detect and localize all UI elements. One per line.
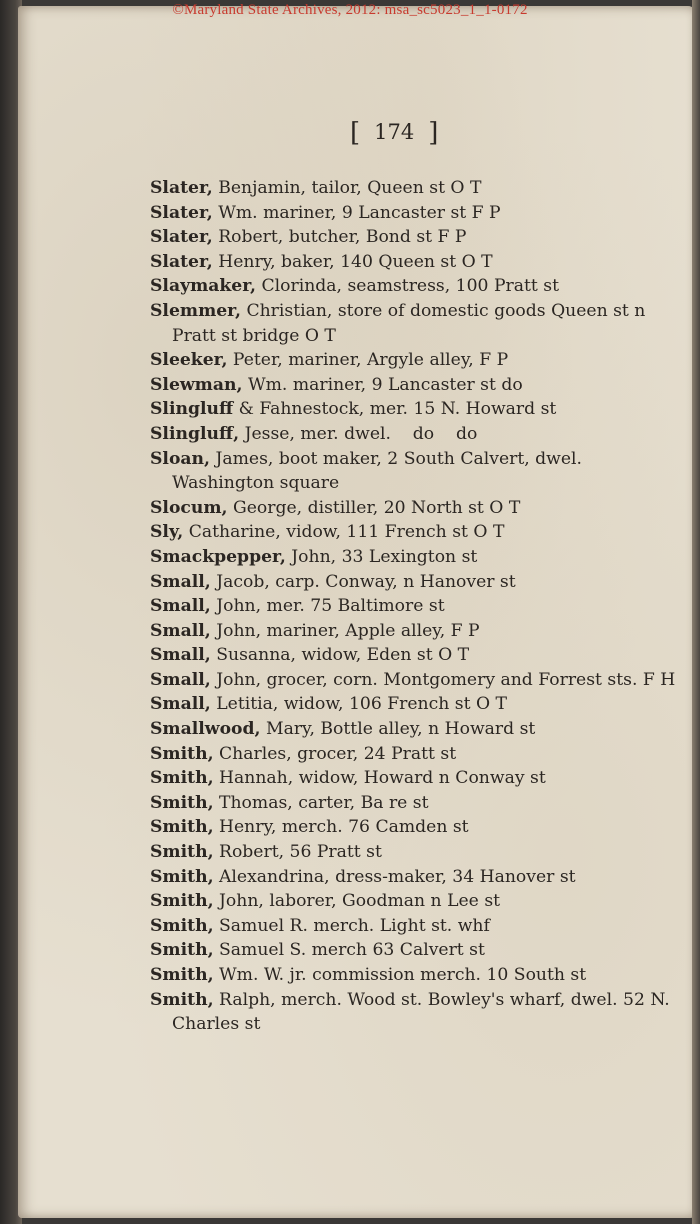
entry-detail: Wm. W. jr. commission merch. 10 South st: [219, 965, 587, 985]
entry-surname: Sloan,: [150, 448, 211, 469]
directory-entry: [150, 643, 685, 668]
entry-surname: Small,: [150, 669, 211, 690]
directory-entry: [150, 274, 685, 299]
directory-entry: [150, 865, 685, 890]
entry-detail: Alexandrina, dress-maker, 34 Hanover st: [219, 866, 576, 887]
directory-entry: [150, 225, 685, 250]
entry-surname: Smith,: [150, 891, 214, 912]
entry-detail: John, laborer, Goodman n Lee st: [219, 891, 501, 912]
directory-entry: [150, 963, 685, 988]
directory-entry: [150, 594, 685, 619]
entry-detail: John, mer. 75 Baltimore st: [216, 596, 445, 617]
entry-detail: Peter, mariner, Argyle alley, F P: [232, 350, 509, 371]
entry-surname: Small,: [150, 596, 211, 617]
entry-detail: Hannah, widow, Howard n Conway st: [219, 768, 546, 789]
directory-entry: [150, 496, 685, 521]
directory-entry: [150, 422, 685, 447]
entry-surname: Smith,: [150, 842, 214, 863]
directory-entry: [150, 299, 685, 348]
entry-detail: Clorinda, seamstress, 100 Pratt st: [261, 276, 559, 297]
entry-surname: Smallwood,: [150, 719, 261, 740]
entry-detail: Jesse, mer. dwel. do do: [244, 423, 478, 444]
entry-detail: Ralph, merch. Wood st. Bowley's wharf, dwel. 52 N. Charles st: [172, 989, 670, 1035]
entry-detail: Robert, butcher, Bond st F P: [218, 227, 467, 248]
entry-detail: Mary, Bottle alley, n Howard st: [266, 719, 536, 740]
page-edge-shadow: [692, 0, 700, 1224]
entry-surname: Small,: [150, 694, 211, 715]
directory-entry: [150, 570, 685, 595]
directory-entry: [150, 250, 685, 275]
directory-entry: [150, 373, 685, 398]
page-number: 174: [374, 120, 415, 144]
entry-surname: Smith,: [150, 940, 214, 961]
directory-entry: [150, 889, 685, 914]
directory-entry: [150, 938, 685, 963]
directory-entry: [150, 201, 685, 226]
entry-surname: Slater,: [150, 202, 213, 223]
directory-entry: [150, 176, 685, 201]
entry-detail: Henry, baker, 140 Queen st O T: [218, 251, 493, 272]
entry-detail: Charles, grocer, 24 Pratt st: [219, 743, 457, 764]
entry-detail: John, mariner, Apple alley, F P: [216, 620, 480, 641]
entry-surname: Slater,: [150, 251, 213, 272]
directory-entry: [150, 520, 685, 545]
entry-detail: Catharine, vidow, 111 French st O T: [188, 522, 505, 543]
entry-detail: Jacob, carp. Conway, n Hanover st: [216, 571, 516, 592]
entry-detail: Susanna, widow, Eden st O T: [216, 645, 470, 666]
directory-entry: [150, 447, 685, 496]
entry-surname: Smith,: [150, 792, 214, 813]
directory-entry: [150, 717, 685, 742]
entry-detail: Samuel R. merch. Light st. whf: [219, 915, 490, 936]
archive-watermark: ©Maryland State Archives, 2012: msa_sc5023_1_1-0172: [172, 2, 528, 18]
directory-entry: [150, 397, 685, 422]
entry-surname: Slater,: [150, 178, 213, 198]
entry-surname: Slemmer,: [150, 300, 241, 321]
directory-entry: [150, 668, 685, 693]
right-bracket: ]: [428, 118, 439, 148]
directory-entry: [150, 348, 685, 373]
entry-surname: Smith,: [150, 915, 214, 936]
entry-surname: Slingluff: [150, 399, 234, 420]
entry-detail: Wm. mariner, 9 Lancaster st F P: [218, 202, 501, 223]
entry-surname: Smith,: [150, 965, 214, 985]
entry-detail: Letitia, widow, 106 French st O T: [216, 694, 507, 715]
directory-entry: [150, 766, 685, 791]
entry-surname: Slocum,: [150, 497, 228, 518]
entry-surname: Small,: [150, 620, 211, 641]
entry-detail: Henry, merch. 76 Camden st: [219, 817, 469, 838]
directory-entry-list: [150, 176, 685, 1037]
entry-surname: Sleeker,: [150, 350, 228, 371]
directory-entry: [150, 619, 685, 644]
entry-detail: John, 33 Lexington st: [291, 546, 478, 567]
entry-surname: Slaymaker,: [150, 276, 257, 297]
entry-detail: Benjamin, tailor, Queen st O T: [218, 178, 482, 198]
directory-entry: [150, 815, 685, 840]
left-bracket: [: [350, 118, 361, 148]
directory-entry: [150, 988, 685, 1037]
entry-detail: & Fahnestock, mer. 15 N. Howard st: [238, 399, 557, 420]
entry-surname: Smith,: [150, 989, 214, 1010]
entry-surname: Smith,: [150, 743, 214, 764]
entry-surname: Small,: [150, 571, 211, 592]
entry-surname: Slewman,: [150, 374, 243, 395]
entry-detail: Robert, 56 Pratt st: [219, 842, 382, 863]
entry-surname: Slater,: [150, 227, 213, 248]
entry-detail: Wm. mariner, 9 Lancaster st do: [247, 374, 523, 395]
entry-surname: Slingluff,: [150, 423, 240, 444]
entry-surname: Sly,: [150, 522, 184, 543]
directory-entry: [150, 914, 685, 939]
entry-detail: Thomas, carter, Ba re st: [219, 792, 429, 813]
entry-surname: Smith,: [150, 817, 214, 838]
directory-entry: [150, 791, 685, 816]
entry-detail: Samuel S. merch 63 Calvert st: [219, 940, 485, 961]
entry-surname: Smith,: [150, 866, 214, 887]
directory-entry: [150, 692, 685, 717]
entry-surname: Smith,: [150, 768, 214, 789]
directory-entry: [150, 545, 685, 570]
directory-entry: [150, 840, 685, 865]
entry-detail: Christian, store of domestic goods Queen st n Pratt st bridge O T: [172, 300, 646, 346]
entry-surname: Smackpepper,: [150, 546, 286, 567]
directory-entry: [150, 742, 685, 767]
entry-detail: George, distiller, 20 North st O T: [233, 497, 521, 518]
entry-detail: John, grocer, corn. Montgomery and Forrest sts. F H: [216, 669, 676, 690]
entry-surname: Small,: [150, 645, 211, 666]
entry-detail: James, boot maker, 2 South Calvert, dwel. Washington square: [172, 448, 583, 494]
page-number-header: [350, 118, 438, 148]
